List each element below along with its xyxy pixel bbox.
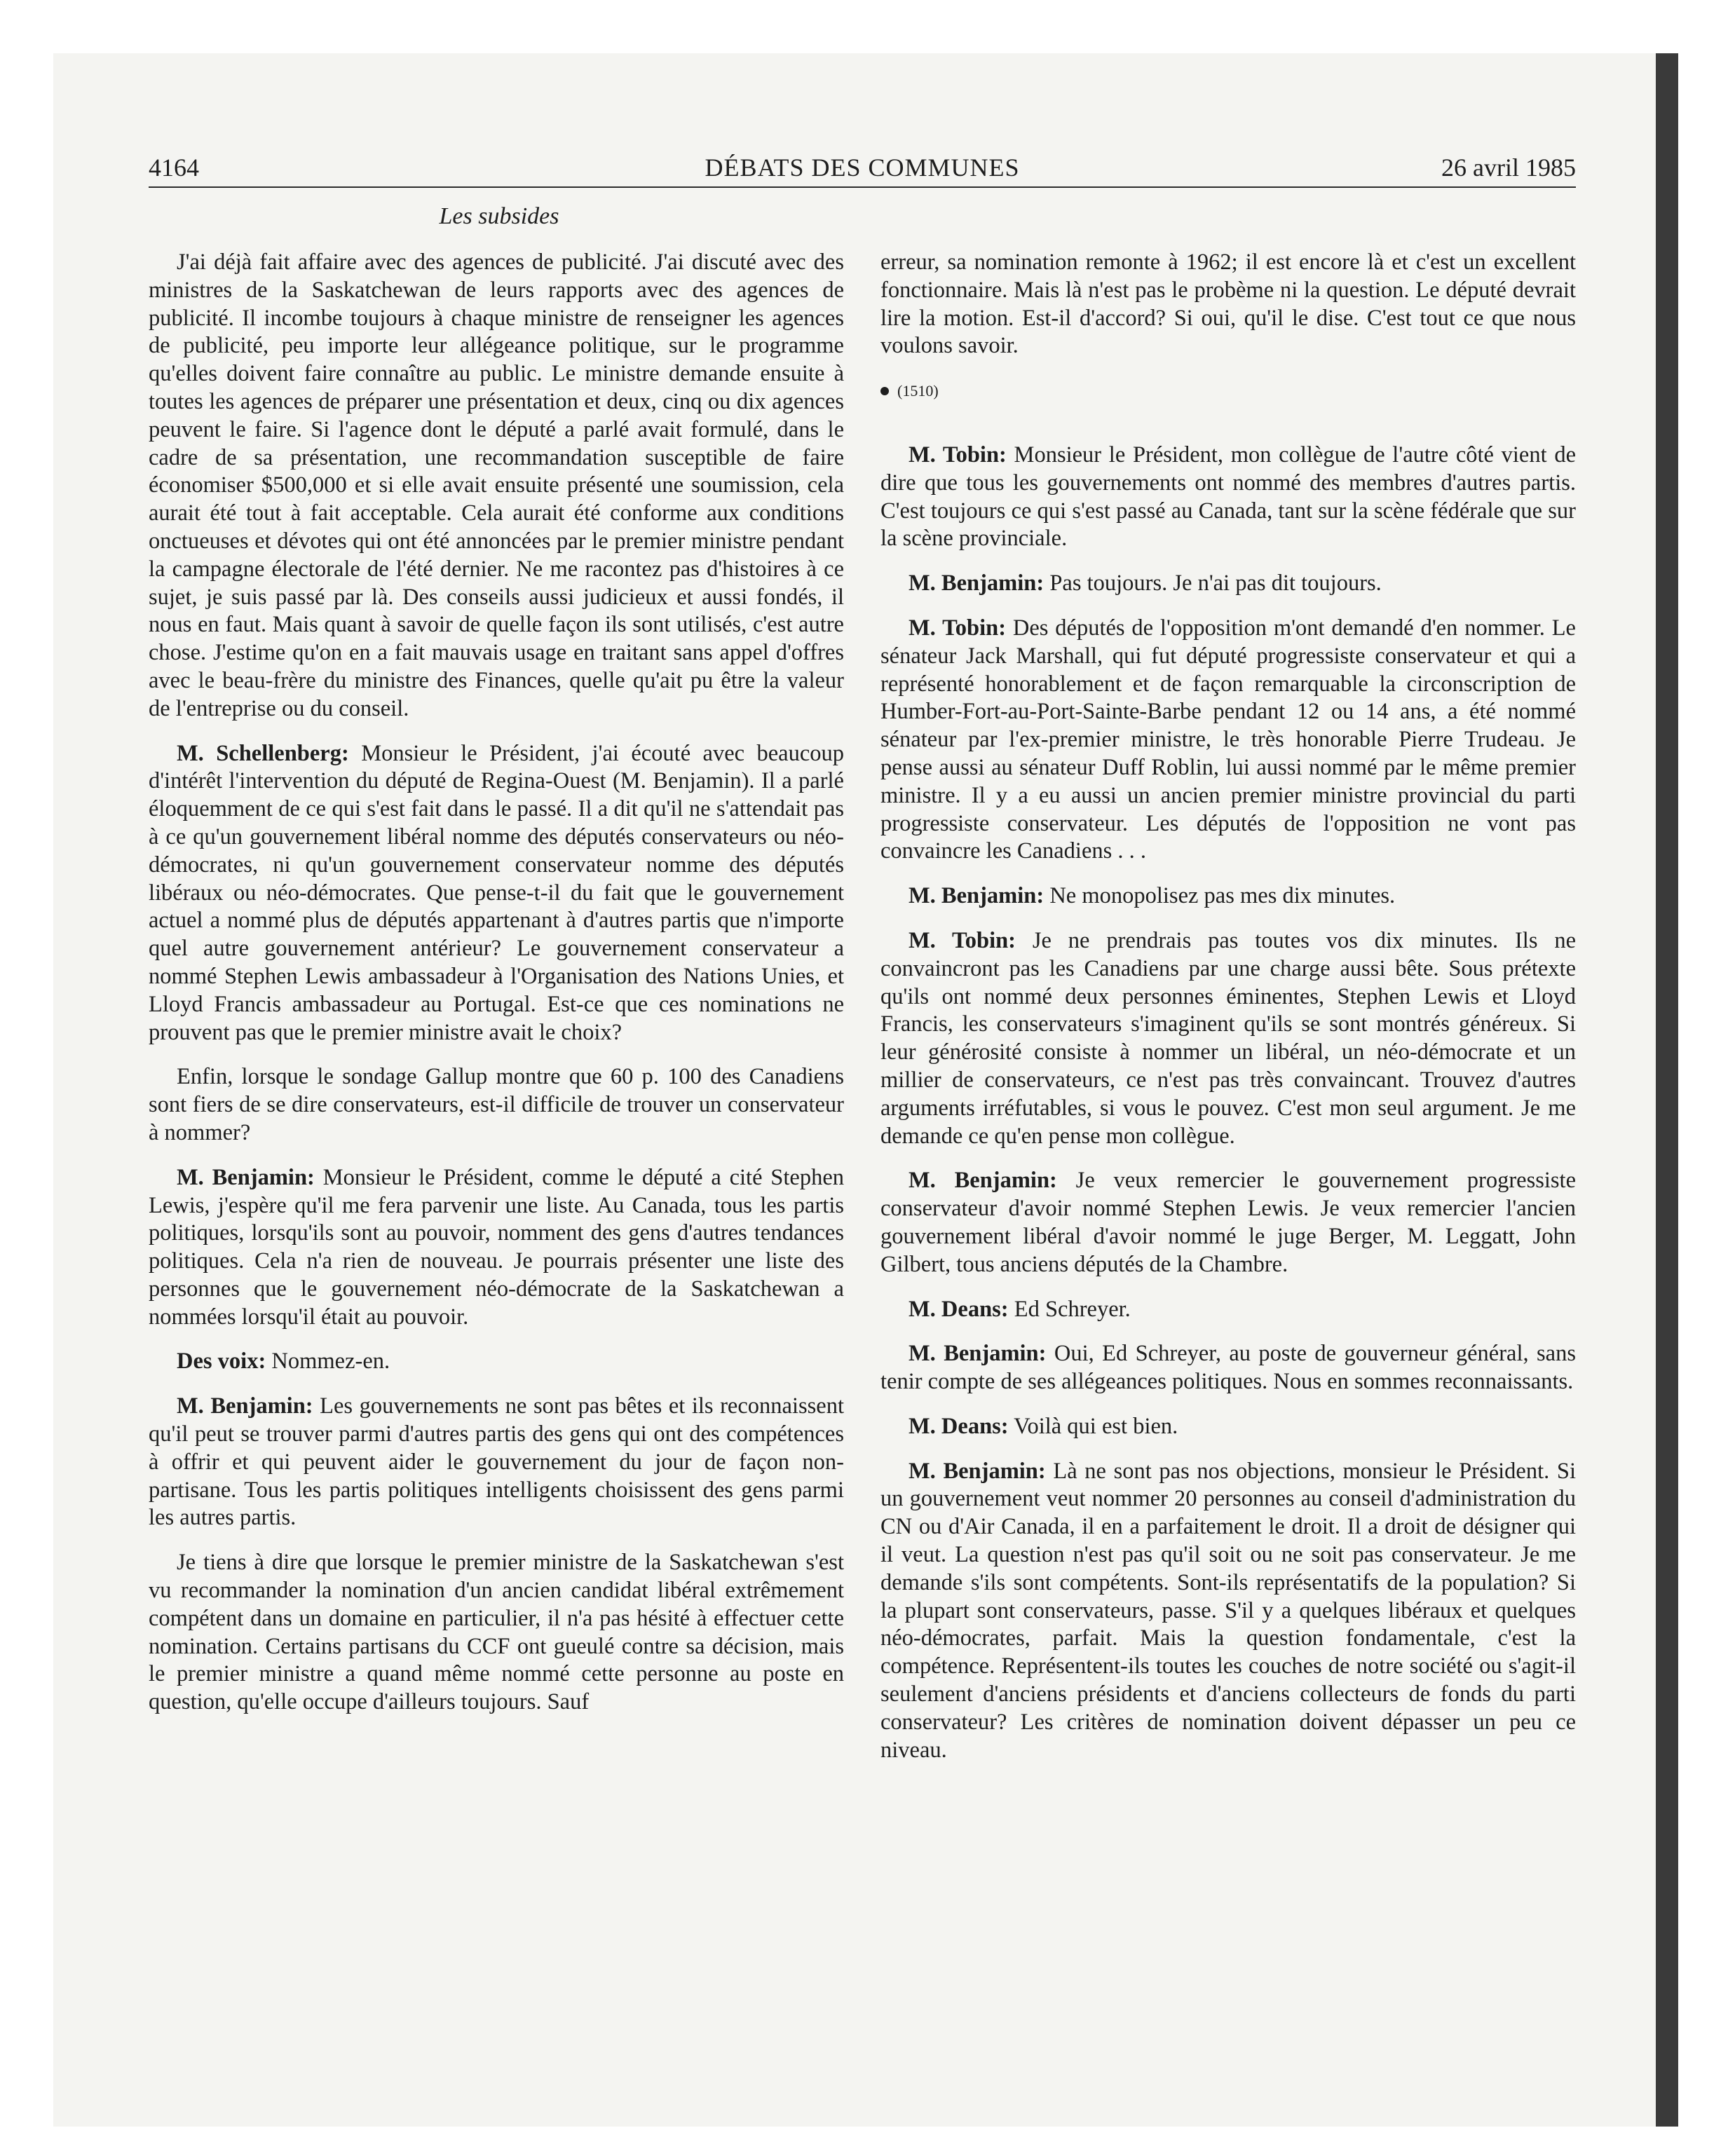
header-rule bbox=[149, 186, 1576, 188]
paragraph bbox=[149, 1393, 844, 1532]
section-title: Les subsides bbox=[439, 203, 559, 229]
paragraph bbox=[149, 1063, 844, 1147]
speaker-name: M. Benjamin: bbox=[177, 1393, 313, 1419]
paragraph-text: Je ne prendrais pas toutes vos dix minutes. Ils ne convaincront pas les Canadiens par une charge aussi bête. Sous prétexte qu'ils ont nommé deux personnes éminentes, Stephen Lewis et Lloyd Francis, les conservateurs s'imaginent qu'ils se sont montrés généreux. Si leur générosité consiste à nommer un libéral, un néo-démocrate et un millier de conservateurs, ce n'est pas très convaincant. Trouvez d'autres arguments irréfutables, si vous le pouvez. C'est mon seul argument. Je me demande ce qu'en pense mon collègue. bbox=[880, 927, 1577, 1149]
speaker-name: M. Benjamin: bbox=[177, 1164, 315, 1190]
speaker-name: M. Benjamin: bbox=[909, 1341, 1047, 1367]
running-header bbox=[149, 153, 1576, 189]
time-marker-label: (1510) bbox=[897, 382, 939, 400]
speaker-name: M. Tobin: bbox=[909, 442, 1007, 468]
paragraph bbox=[880, 927, 1576, 1150]
speaker-name: M. Benjamin: bbox=[909, 1168, 1057, 1194]
speaker-name: M. Tobin: bbox=[909, 927, 1016, 953]
paragraph-text: Monsieur le Président, comme le député a cité Stephen Lewis, j'espère qu'il me fera parvenir une liste. Au Canada, tous les partis politiques, lorsqu'ils sont au pouvoir, nomment des gens d'autres tendances politiques. Cela n'a rien de nouveau. Je pourrais présenter une liste des personnes que le gouvernement néo-démocrate de la Saskatchewan a nommées lorsqu'il était au pouvoir. bbox=[149, 1164, 844, 1330]
paragraph bbox=[880, 1167, 1576, 1278]
paragraph bbox=[880, 1340, 1576, 1396]
paragraph bbox=[880, 1413, 1576, 1441]
paragraph-text: J'ai déjà fait affaire avec des agences de publicité. J'ai discuté avec des ministres de la Saskatchewan de leurs rapports avec des agences de publicité. Il incombe toujours à chaque ministre de renseigner les agences de publicité, peu importe leur allégeance politique, sur le programme qu'elles doivent faire connaître au public. Le ministre demande ensuite à toutes les agences de préparer une présentation et deux, cinq ou dix agences peuvent le faire. Si l'agence dont le député a parlé avait formulé, dans le cadre de sa présentation, une recommandation susceptible de faire économiser $500,000 et si elle avait ensuite présenté une soumission, cela aurait été tout à fait acceptable. Cela aurait été conforme aux conditions onctueuses et dévotes qui ont été annoncées par le premier ministre pendant la campagne électorale de l'été dernier. Ne me racontez pas d'histoires à ce sujet, je suis passé par là. Des conseils aussi judicieux et aussi fondés, il nous en faut. Mais quant à savoir de quelle façon ils sont utilisés, c'est autre chose. J'estime qu'on en a fait mauvais usage en traitant sans appel d'offres avec le beau-frère du ministre des Finances, quelle qu'ait pu être la valeur de l'entreprise ou du conseil. bbox=[149, 250, 844, 721]
paragraph-text: Là ne sont pas nos objections, monsieur le Président. Si un gouvernement veut nommer 20 personnes au conseil d'administration du CN ou d'Air Canada, il en a parfaitement le droit. Il a droit de désigner qui il veut. La question n'est pas qu'il soit ou ne soit pas conservateur. Je me demande s'ils sont compétents. Sont-ils représentatifs de la population? Si la plupart sont conservateurs, passe. S'il y a quelques libéraux et quelques néo-démocrates, parfait. Mais la question fondamentale, c'est la compétence. Représentent-ils toutes les couches de notre société ou s'agit-il seulement d'anciens présidents et d'anciens collecteurs de fonds du parti conservateur? Les critères de nomination doivent dépasser un peu ce niveau. bbox=[880, 1458, 1577, 1763]
page-number: 4164 bbox=[149, 153, 199, 182]
paragraph-text: Je tiens à dire que lorsque le premier ministre de la Saskatchewan s'est vu recommander la nomination d'un ancien candidat libéral extrêmement compétent dans un domaine en particulier, il n'a pas hésité à effectuer cette nomination. Certains partisans du CCF ont gueulé contre sa décision, mais le premier ministre a quand même nommé cette personne au poste en question, qu'elle occupe d'ailleurs toujours. Sauf bbox=[149, 1550, 844, 1715]
paragraph bbox=[880, 1296, 1576, 1324]
paragraph-text: Les gouvernements ne sont pas bêtes et ils reconnaissent qu'il peut se trouver parmi d'autres partis des gens qui ont des compétences à offrir et qui peuvent aider le gouvernement du jour de façon non-partisane. Tous les partis politiques intelligents choisissent des gens parmi les autres partis. bbox=[149, 1393, 844, 1531]
paragraph bbox=[149, 249, 844, 723]
right-column-paragraphs bbox=[880, 442, 1576, 1764]
speaker-name: M. Benjamin: bbox=[909, 1458, 1046, 1484]
page-edge-shadow bbox=[1656, 53, 1678, 2127]
paragraph-text: Pas toujours. Je n'ai pas dit toujours. bbox=[1049, 571, 1382, 596]
paragraph bbox=[880, 882, 1576, 910]
paragraph bbox=[880, 442, 1576, 553]
paragraph-text: Voilà qui est bien. bbox=[1014, 1413, 1178, 1439]
paragraph-text: Oui, Ed Schreyer, au poste de gouverneur général, sans tenir compte de ses allégeances politiques. Nous en sommes reconnaissants. bbox=[880, 1341, 1577, 1395]
left-column bbox=[149, 249, 844, 1733]
journal-title: DÉBATS DES COMMUNES bbox=[705, 153, 1020, 182]
paragraph-text: Nommez-en. bbox=[271, 1349, 390, 1374]
paragraph-text: Des députés de l'opposition m'ont demandé d'en nommer. Le sénateur Jack Marshall, qui fut député progressiste conservateur et qui a représenté honorablement et de façon remarquable la circonscription de Humber-Fort-au-Port-Sainte-Barbe pendant 12 ou 14 ans, a été nommé sénateur par l'ex-premier ministre, le très honorable Pierre Trudeau. Je pense aussi au sénateur Duff Roblin, lui aussi nommé par le même premier ministre. Il y a eu aussi un ancien premier ministre provincial du parti progressiste conservateur. Les députés de l'opposition ne vont pas convaincre les Canadiens . . . bbox=[880, 615, 1576, 864]
paragraph-text: Enfin, lorsque le sondage Gallup montre que 60 p. 100 des Canadiens sont fiers de se dire conservateurs, est-il difficile de trouver un conservateur à nommer? bbox=[149, 1064, 844, 1145]
speaker-name: M. Tobin: bbox=[909, 615, 1007, 641]
paragraph bbox=[149, 1549, 844, 1717]
paragraph bbox=[880, 570, 1576, 598]
speaker-name: M. Schellenberg: bbox=[177, 740, 349, 766]
issue-date: 26 avril 1985 bbox=[1441, 153, 1576, 182]
time-marker bbox=[880, 377, 1576, 405]
paragraph-text: Ed Schreyer. bbox=[1014, 1296, 1131, 1322]
speaker-name: M. Benjamin: bbox=[909, 571, 1045, 596]
speaker-name: M. Benjamin: bbox=[909, 883, 1045, 909]
paragraph-continuation: erreur, sa nomination remonte à 1962; il est encore là et c'est un excellent fonctionnaire. Mais là n'est pas le probème ni la question. Le député devrait lire la motion. Est-il d'accord? Si oui, qu'il le dise. C'est tout ce que nous voulons savoir. bbox=[880, 250, 1576, 359]
speaker-name: Des voix: bbox=[177, 1349, 266, 1374]
bullet-icon bbox=[880, 387, 889, 395]
paragraph bbox=[880, 1458, 1576, 1765]
paragraph bbox=[149, 1348, 844, 1376]
paragraph bbox=[149, 740, 844, 1047]
right-column bbox=[880, 249, 1576, 1781]
paragraph-text: Ne monopolisez pas mes dix minutes. bbox=[1049, 883, 1396, 909]
paragraph bbox=[880, 615, 1576, 866]
paragraph bbox=[149, 1164, 844, 1332]
paragraph-text: Monsieur le Président, j'ai écouté avec beaucoup d'intérêt l'intervention du député de Regina-Ouest (M. Benjamin). Il a parlé éloquemment de ce qui s'est fait dans le passé. Il a dit qu'il ne s'attendait pas à ce qu'un gouvernement libéral nomme des députés conservateurs ou néo-démocrates, ni qu'un gouvernement conservateur nomme des députés libéraux ou néo-démocrates. Que pense-t-il du fait que le gouvernement actuel a nommé plus de députés appartenant à d'autres partis que n'importe quel autre gouvernement antérieur? Le gouvernement conservateur a nommé Stephen Lewis ambassadeur à l'Organisation des Nations Unies, et Lloyd Francis ambassadeur au Portugal. Est-ce que ces nominations ne prouvent pas que le premier ministre avait le choix? bbox=[149, 740, 845, 1045]
paragraph-text: Je veux remercier le gouvernement progressiste conservateur d'avoir nommé Stephen Lewis. Je veux remercier l'ancien gouvernement libéral d'avoir nommé le juge Berger, M. Leggatt, John Gilbert, tous anciens députés de la Chambre. bbox=[880, 1168, 1577, 1277]
paragraph-text: Monsieur le Président, mon collègue de l'autre côté vient de dire que tous les gouvernements ont nommé des membres d'autres partis. C'est toujours ce qui s'est passé au Canada, tant sur la scène fédérale que sur la scène provinciale. bbox=[880, 442, 1576, 552]
speaker-name: M. Deans: bbox=[909, 1413, 1009, 1439]
speaker-name: M. Deans: bbox=[909, 1296, 1009, 1322]
